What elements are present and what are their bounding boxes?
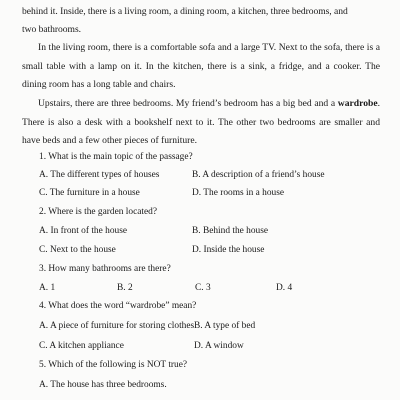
question-1: 1. What is the main topic of the passage? (39, 152, 193, 162)
question-1-option-a: A. The different types of houses (39, 170, 160, 180)
question-4-option-d: D. A window (194, 341, 244, 351)
passage-paragraph-3-before: Upstairs, there are three bedrooms. My friend’s bedroom has a big bed and a (38, 98, 338, 109)
question-1-option-b: B. A description of a friend’s house (192, 170, 325, 180)
question-2-option-d: D. Inside the house (192, 245, 265, 255)
passage-paragraph-bedrooms (22, 95, 380, 151)
question-3: 3. How many bathrooms are there? (39, 264, 171, 274)
question-4: 4. What does the word “wardrobe” mean? (39, 301, 197, 311)
question-3-option-b: B. 2 (117, 283, 133, 293)
question-2-option-a: A. In front of the house (39, 226, 128, 236)
passage-line-1: behind it. Inside, there is a living room, a dining room, a kitchen, three bedrooms, and (22, 6, 348, 17)
passage-wardrobe-bold: wardrobe (337, 98, 378, 109)
passage-paragraph-living-room (22, 39, 380, 95)
passage-paragraph-3-after: . There is also a desk with a bookshelf next to it. The other two bedrooms are smaller and have beds and a few other pieces of furniture. (22, 98, 380, 146)
question-4-option-b: B. A type of bed (194, 321, 256, 331)
question-2-option-c: C. Next to the house (39, 245, 116, 255)
question-5: 5. Which of the following is NOT true? (39, 360, 188, 370)
question-4-option-c: C. A kitchen appliance (39, 341, 124, 351)
passage-paragraph-2-text: In the living room, there is a comfortable sofa and a large TV. Next to the sofa, there is a small table with a lamp on it. In the kitchen, there is a sink, a fridge, and a cooker. The dining room has a long table and chairs. (22, 42, 380, 90)
question-5-option-a: A. The house has three bedrooms. (39, 380, 167, 390)
question-2: 2. Where is the garden located? (39, 207, 158, 217)
question-1-option-d: D. The rooms in a house (192, 188, 285, 198)
question-1-option-c: C. The furniture in a house (39, 188, 140, 198)
question-4-option-a: A. A piece of furniture for storing clothes (39, 321, 195, 331)
passage-line-2: two bathrooms. (22, 24, 81, 35)
question-3-option-d: D. 4 (276, 283, 293, 293)
question-2-option-b: B. Behind the house (192, 226, 269, 236)
question-3-option-a: A. 1 (39, 283, 56, 293)
question-3-option-c: C. 3 (195, 283, 211, 293)
